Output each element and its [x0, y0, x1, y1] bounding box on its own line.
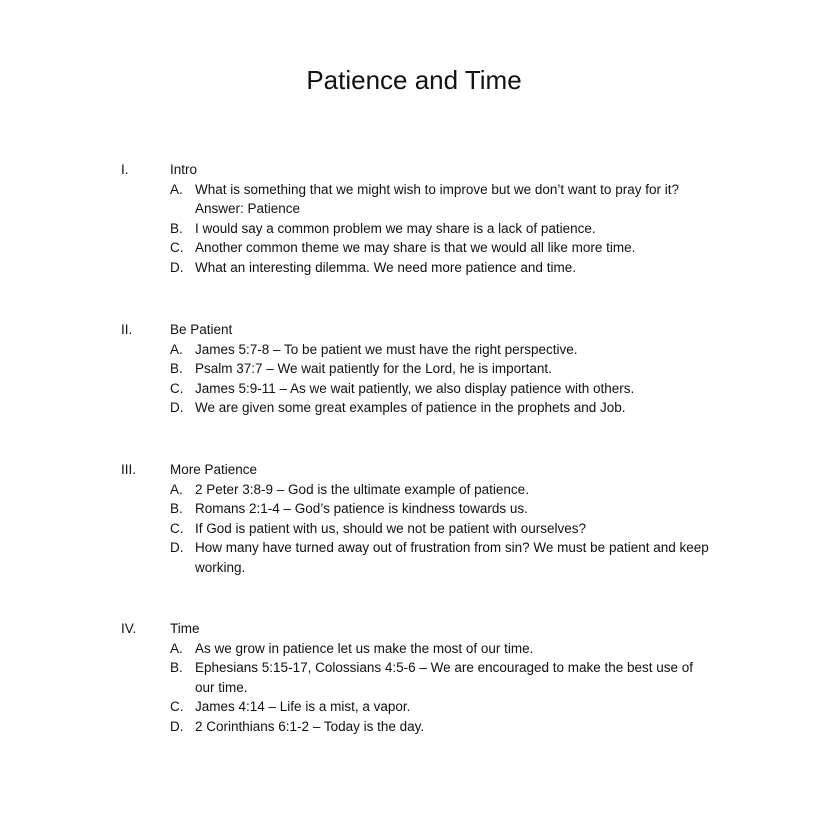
outline-item — [170, 499, 730, 519]
section-numeral: II. — [121, 322, 133, 337]
item-text: If God is patient with us, should we not be patient with ourselves? — [195, 520, 586, 536]
item-text: We are given some great examples of patience in the prophets and Job. — [195, 400, 626, 416]
item-text: I would say a common problem we may share is a lack of patience. — [195, 220, 596, 236]
item-text: James 4:14 – Life is a mist, a vapor. — [195, 699, 411, 715]
item-text: 2 Peter 3:8-9 – God is the ultimate example of patience. — [195, 481, 529, 497]
item-letter: D. — [170, 718, 184, 734]
outline-item — [170, 219, 730, 239]
item-text: What is something that we might wish to improve but we don’t want to pray for it? Answer: Patience — [195, 181, 679, 217]
item-text: What an interesting dilemma. We need more patience and time. — [195, 259, 576, 275]
outline-item — [170, 697, 730, 717]
outline-item — [170, 658, 730, 697]
section-items — [170, 639, 730, 737]
section-items — [170, 340, 730, 418]
page-title: Patience and Time — [306, 65, 522, 95]
outline-item — [170, 717, 730, 737]
section-heading: Intro — [170, 162, 198, 177]
section-numeral: III. — [121, 462, 137, 477]
item-letter: B. — [170, 501, 183, 517]
section-numeral: I. — [121, 162, 129, 177]
section-items — [170, 180, 730, 278]
item-letter: D. — [170, 540, 184, 556]
item-letter: D. — [170, 259, 184, 275]
item-letter: A. — [170, 341, 183, 357]
item-letter: C. — [170, 520, 184, 536]
item-letter: A. — [170, 481, 183, 497]
item-letter: A. — [170, 640, 183, 656]
outline-item — [170, 538, 730, 577]
item-letter: B. — [170, 660, 183, 676]
item-letter: C. — [170, 380, 184, 396]
item-letter: A. — [170, 181, 183, 197]
outline-item — [170, 379, 730, 399]
outline-item — [170, 258, 730, 278]
item-letter: C. — [170, 699, 184, 715]
item-text: Another common theme we may share is that we would all like more time. — [195, 240, 636, 256]
outline-item — [170, 480, 730, 500]
section-heading: More Patience — [170, 462, 258, 477]
section-heading: Be Patient — [170, 322, 233, 337]
outline-item — [170, 639, 730, 659]
section-items — [170, 480, 730, 578]
outline-item — [170, 359, 730, 379]
item-letter: C. — [170, 240, 184, 256]
outline-item — [170, 238, 730, 258]
item-text: As we grow in patience let us make the most of our time. — [195, 640, 534, 656]
item-text: Ephesians 5:15-17, Colossians 4:5-6 – We are encouraged to make the best use of our time. — [195, 660, 694, 695]
item-text: Psalm 37:7 – We wait patiently for the Lord, he is important. — [195, 361, 552, 377]
outline-item — [170, 340, 730, 360]
outline-item — [170, 398, 730, 418]
item-text: 2 Corinthians 6:1-2 – Today is the day. — [195, 718, 425, 734]
outline-item — [170, 519, 730, 539]
item-letter: B. — [170, 361, 183, 377]
section-heading: Time — [170, 621, 200, 636]
section-numeral: IV. — [121, 621, 137, 636]
outline-item — [170, 180, 730, 219]
item-text: James 5:7-8 – To be patient we must have the right perspective. — [195, 341, 578, 357]
item-text: James 5:9-11 – As we wait patiently, we also display patience with others. — [195, 380, 635, 396]
item-text: How many have turned away out of frustration from sin? We must be patient and keep working. — [195, 540, 709, 575]
item-letter: D. — [170, 400, 184, 416]
item-text: Romans 2:1-4 – God’s patience is kindness towards us. — [195, 501, 528, 517]
item-letter: B. — [170, 220, 183, 236]
